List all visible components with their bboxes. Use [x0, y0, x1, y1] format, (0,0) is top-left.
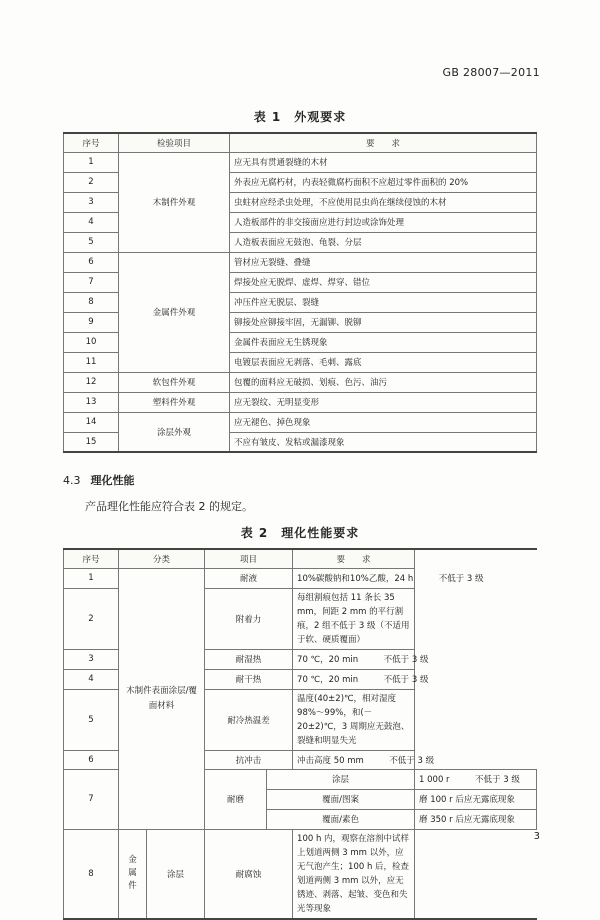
sub-item-label: 覆面/图案: [267, 789, 415, 809]
requirement-text: 1 000 r 不低于 3 级: [415, 769, 537, 789]
requirement-text: 冲压件应无脱层、裂缝: [230, 292, 537, 312]
requirement-text: 人造板表面应无鼓泡、龟裂、分层: [230, 232, 537, 252]
sub-item-label: 覆面/素色: [267, 809, 415, 829]
row-number: 8: [64, 829, 119, 919]
requirement-text: 人造板部件的非交接面应进行封边或涂饰处理: [230, 212, 537, 232]
test-item: 耐冷热温差: [205, 689, 293, 750]
requirement-text: 70 ℃，20 min 不低于 3 级: [293, 649, 415, 669]
table2-header-item: 项目: [205, 549, 293, 568]
requirement-text: 应无具有贯通裂缝的木材: [230, 152, 537, 172]
requirement-text: 应无褪色、掉色现象: [230, 412, 537, 432]
section-number: 4.3: [63, 474, 81, 487]
table-row: [64, 412, 537, 432]
page-number: 3: [533, 831, 540, 842]
row-number: 6: [64, 252, 119, 272]
requirement-text: 金属件表面应无生锈现象: [230, 332, 537, 352]
table1-header-item: 检验项目: [119, 133, 230, 152]
test-item: 耐腐蚀: [205, 829, 293, 919]
requirement-text: 不应有皱皮、发粘或漏漆现象: [230, 432, 537, 452]
requirement-text: 磨 350 r 后应无露底现象: [415, 809, 537, 829]
requirement-text: 冲击高度 50 mm 不低于 3 级: [293, 750, 415, 769]
row-number: 2: [64, 172, 119, 192]
requirement-text: 铆接处应铆接牢固，无漏铆、脱铆: [230, 312, 537, 332]
requirement-text: 10%碳酸钠和10%乙酸，24 h 不低于 3 级: [293, 568, 415, 588]
table-row: [64, 252, 537, 272]
group-label-metal: 金属件: [119, 829, 147, 919]
group-label-wood: 木制件外观: [119, 152, 230, 252]
table2-header-row: [64, 549, 537, 568]
table-row: [64, 829, 537, 919]
table-row: [64, 568, 537, 588]
sub-category-coating: 涂层: [147, 829, 205, 919]
row-number: 8: [64, 292, 119, 312]
requirement-text: 100 h 内，观察在溶剂中试样上划道两侧 3 mm 以外，应无气泡产生；100 h 后，检查划道两侧 3 mm 以外，应无锈迹、剥落、起皱、变色和失光等现象: [293, 829, 415, 919]
group-label-soft: 软包件外观: [119, 372, 230, 392]
table1-header-row: [64, 133, 537, 152]
requirement-text: 外表应无腐朽材，内表轻微腐朽面积不应超过零件面积的 20%: [230, 172, 537, 192]
standard-number: GB 28007—2011: [442, 66, 540, 79]
requirement-text: 焊接处应无脱焊、虚焊、焊穿、错位: [230, 272, 537, 292]
row-number: 14: [64, 412, 119, 432]
row-number: 5: [64, 689, 119, 750]
row-number: 4: [64, 212, 119, 232]
row-number: 2: [64, 588, 119, 649]
table-row: [64, 372, 537, 392]
requirement-text: 应无裂纹、无明显变形: [230, 392, 537, 412]
test-item: 耐湿热: [205, 649, 293, 669]
row-number: 13: [64, 392, 119, 412]
requirement-text: 磨 100 r 后应无露底现象: [415, 789, 537, 809]
requirement-text: 每组割痕包括 11 条长 35 mm，间距 2 mm 的平行割痕，2 组不低于 3 级（不适用于软、硬质覆面）: [293, 588, 415, 649]
requirement-text: 管材应无裂缝、叠缝: [230, 252, 537, 272]
test-item: 抗冲击: [205, 750, 293, 769]
table1-header-req: 要 求: [230, 133, 537, 152]
row-number: 11: [64, 352, 119, 372]
sub-item-label: 涂层: [267, 769, 415, 789]
table1-header-seq: 序号: [64, 133, 119, 152]
section-heading: [63, 472, 135, 488]
row-number: 7: [64, 272, 119, 292]
row-number: 5: [64, 232, 119, 252]
row-number: 9: [64, 312, 119, 332]
section-title: 理化性能: [90, 474, 135, 487]
group-label-wood-surface: 木制件表面涂层/覆面材料: [119, 568, 205, 829]
table1-caption: 表 1 外观要求: [253, 110, 347, 124]
table-row: [64, 152, 537, 172]
row-number: 4: [64, 669, 119, 689]
table-row: [64, 392, 537, 412]
row-number: 10: [64, 332, 119, 352]
row-number: 12: [64, 372, 119, 392]
table2-header-req: 要 求: [293, 549, 415, 568]
table2-header-seq: 序号: [64, 549, 119, 568]
requirement-text: 70 ℃，20 min 不低于 3 级: [293, 669, 415, 689]
row-number: 15: [64, 432, 119, 452]
requirement-text: 电镀层表面应无剥落、毛刺、露底: [230, 352, 537, 372]
test-item: 耐磨: [205, 769, 267, 829]
row-number: 7: [64, 769, 119, 829]
requirement-text: 包覆的面料应无破损、划痕、色污、油污: [230, 372, 537, 392]
row-number: 6: [64, 750, 119, 769]
table2-physical-chemical-requirements: [63, 548, 537, 920]
group-label-plastic: 塑料件外观: [119, 392, 230, 412]
table2-header-category: 分类: [119, 549, 205, 568]
group-label-metal: 金属件外观: [119, 252, 230, 372]
row-number: 1: [64, 568, 119, 588]
table2-caption: 表 2 理化性能要求: [240, 526, 360, 540]
table1-appearance-requirements: [63, 132, 537, 453]
group-label-coating: 涂层外观: [119, 412, 230, 452]
test-item: 附着力: [205, 588, 293, 649]
requirement-text: 温度(40±2)℃，相对湿度 98%～99%，和(－20±2)℃，3 周期应无鼓泡、裂缝和明显失光: [293, 689, 415, 750]
row-number: 3: [64, 192, 119, 212]
test-item: 耐液: [205, 568, 293, 588]
row-number: 1: [64, 152, 119, 172]
requirement-text: 虫蛀材应经杀虫处理，不应使用昆虫尚在继续侵蚀的木材: [230, 192, 537, 212]
test-item: 耐干热: [205, 669, 293, 689]
section-paragraph: 产品理化性能应符合表 2 的规定。: [85, 500, 253, 513]
row-number: 3: [64, 649, 119, 669]
